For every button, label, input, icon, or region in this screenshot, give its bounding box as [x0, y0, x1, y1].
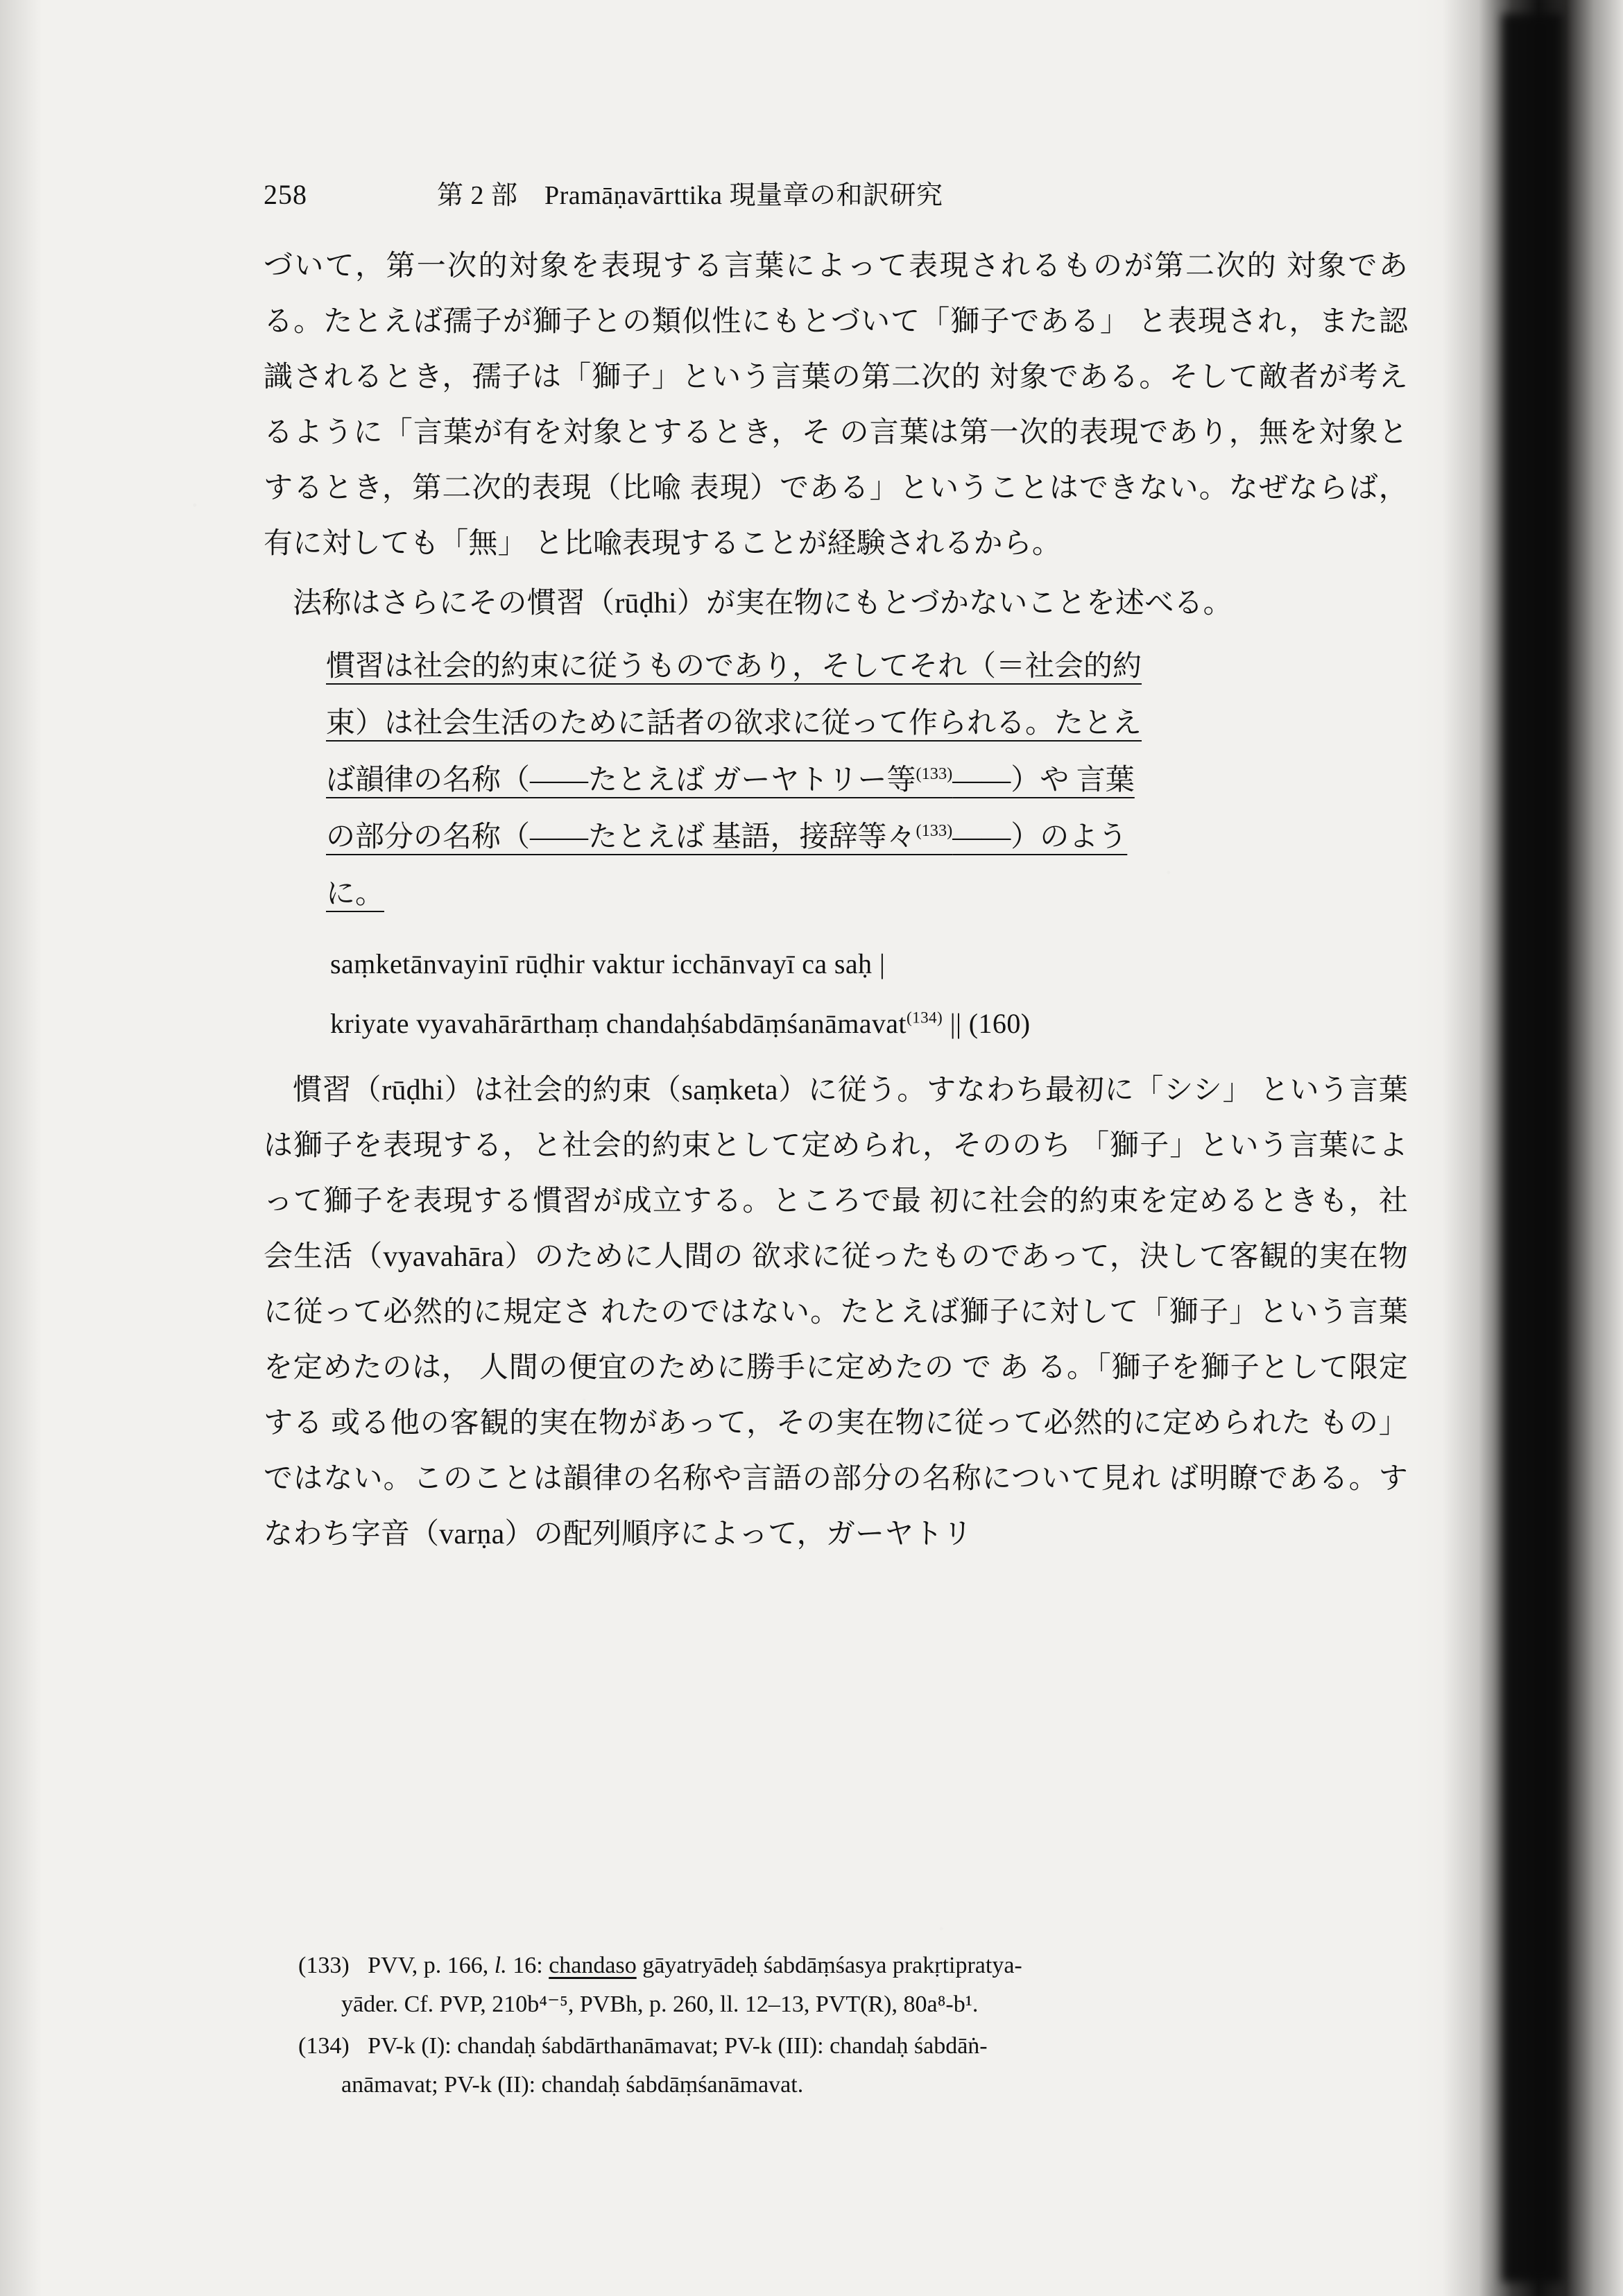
quote-line-4-text: の部分の名称（――たとえば 基語，接辞等々 [326, 821, 916, 853]
sanskrit-verse-line-2 [264, 997, 1408, 1050]
quote-line-3-text: ば韻律の名称（――たとえば ガーヤトリー等 [326, 764, 916, 796]
quote-line-3-tail: ――）や 言葉 [952, 764, 1135, 796]
footnotes-section [264, 1942, 1408, 2107]
quote-line-2: 束）は社会生活のために話者の欲求に従って作られる。たとえ [326, 708, 1142, 739]
quote-line-3 [326, 752, 1408, 809]
body-line: 「獅子」という言葉によって獅子を表現する慣習が成立する。ところで最 [264, 1130, 1409, 1217]
body-line: という言葉は獅子を表現する，と社会的約束として定められ，そののち [264, 1074, 1409, 1162]
body-line: 表現）である」ということはできない。なぜならば，有に対しても「無」 [264, 472, 1408, 560]
footnote-133-line-2: yāder. Cf. PVP, 210b⁴⁻⁵, PVBh, p. 260, ll. 12–13, PVT(R), 80a⁸-b¹. [341, 1991, 979, 2017]
paragraph-continuation [264, 239, 1408, 572]
body-line: 或る他の客観的実在物があって，その実在物に従って必然的に定められた [331, 1407, 1312, 1439]
running-head-title: 第 2 部 Pramāṇavārttika 現量章の和訳研究 [437, 181, 943, 210]
footnote-133-text-c: gāyatryādeḥ śabdāṃśasya prakṛtipratya- [636, 1953, 1022, 1978]
body-line: 対象である。たとえば孺子が獅子との類似性にもとづいて「獅子である」 [264, 250, 1408, 338]
quote-line-5: に。 [326, 878, 385, 910]
binding-spine [1502, 14, 1562, 2282]
body-line: 対象である。そして敵者が考えるように「言葉が有を対象とするとき，そ [264, 361, 1408, 449]
footnote-ref-133b[interactable]: (133) [916, 821, 953, 840]
page-left-edge-shadow [0, 0, 42, 2296]
footnote-133-text-a: PVV, p. 166, [368, 1953, 495, 1978]
footnote-number-133: (133) [298, 1953, 350, 1978]
footnote-ref-134[interactable]: (134) [906, 1009, 943, 1027]
body-line: の言葉は第一次的表現であり，無を対象とするとき，第二次的表現（比喩 [264, 417, 1408, 504]
sanskrit-verse-line-1: saṃketānvayinī rūḍhir vaktur icchānvayī ca saḥ | [330, 948, 886, 979]
footnote-134 [264, 2027, 1408, 2105]
body-line: れたのではない。たとえば獅子に対して「獅子」という言葉を定めたのは， [264, 1296, 1408, 1384]
running-head [264, 173, 1408, 218]
footnote-133 [264, 1946, 1408, 2024]
paragraph-intro-quote: 法称はさらにその慣習（rūḍhi）が実在物にもとづかないことを述べる。 [293, 588, 1233, 619]
body-line: 初に社会的約束を定めるときも，社会生活（vyavahāra）のために人間の [264, 1185, 1409, 1273]
page-number: 258 [264, 179, 307, 210]
quote-line-4 [326, 809, 1408, 866]
body-line: 人間の便宜のために勝手に定めたの で あ る。「獅子を獅子として限定する [264, 1352, 1409, 1439]
translation-quote-block [264, 638, 1408, 923]
footnote-133-text-b: 16: [506, 1953, 549, 1978]
footnote-133-italic: l. [494, 1953, 507, 1978]
page-content [264, 173, 1408, 1566]
footnote-133-underline: chandaso [549, 1953, 637, 1978]
body-line: と表現され，また認識されるとき，孺子は「獅子」という言葉の第二次的 [264, 306, 1409, 393]
body-line: ば明瞭である。すなわち字音（varṇa）の配列順序によって，ガーヤトリ [264, 1463, 1408, 1550]
body-line: と比喩表現することが経験されるから。 [534, 528, 1062, 560]
body-line: 欲求に従ったものであって，決して客観的実在物に従って必然的に規定さ [264, 1241, 1408, 1328]
quote-line-4-tail: ――）のよう [952, 821, 1128, 853]
body-line: づいて，第一次的対象を表現する言葉によって表現されるものが第二次的 [264, 250, 1278, 282]
verse-number: || (160) [943, 1008, 1031, 1039]
body-line: もの」ではない。このことは韻律の名称や言語の部分の名称について見れ [264, 1407, 1408, 1495]
body-line: 慣習（rūḍhi）は社会的約束（saṃketa）に従う。すなわち最初に「シシ」 [293, 1074, 1253, 1106]
paragraph-commentary [264, 1063, 1408, 1562]
footnote-134-line-1: PV-k (I): chandaḥ śabdārthanāmavat; PV-k (III): chandaḥ śabdāṅ- [368, 2033, 988, 2059]
footnote-number-134: (134) [298, 2033, 350, 2059]
verse-line-2-text: kriyate vyavahārārthaṃ chandaḥśabdāṃśanāmavat [330, 1008, 907, 1039]
quote-line-1: 慣習は社会的約束に従うものであり，そしてそれ（＝社会的約 [326, 651, 1142, 683]
footnote-134-line-2: anāmavat; PV-k (II): chandaḥ śabdāṃśanāmavat. [341, 2072, 804, 2098]
binding-gutter-shadow [1415, 0, 1623, 2296]
footnote-ref-133a[interactable]: (133) [916, 764, 953, 783]
